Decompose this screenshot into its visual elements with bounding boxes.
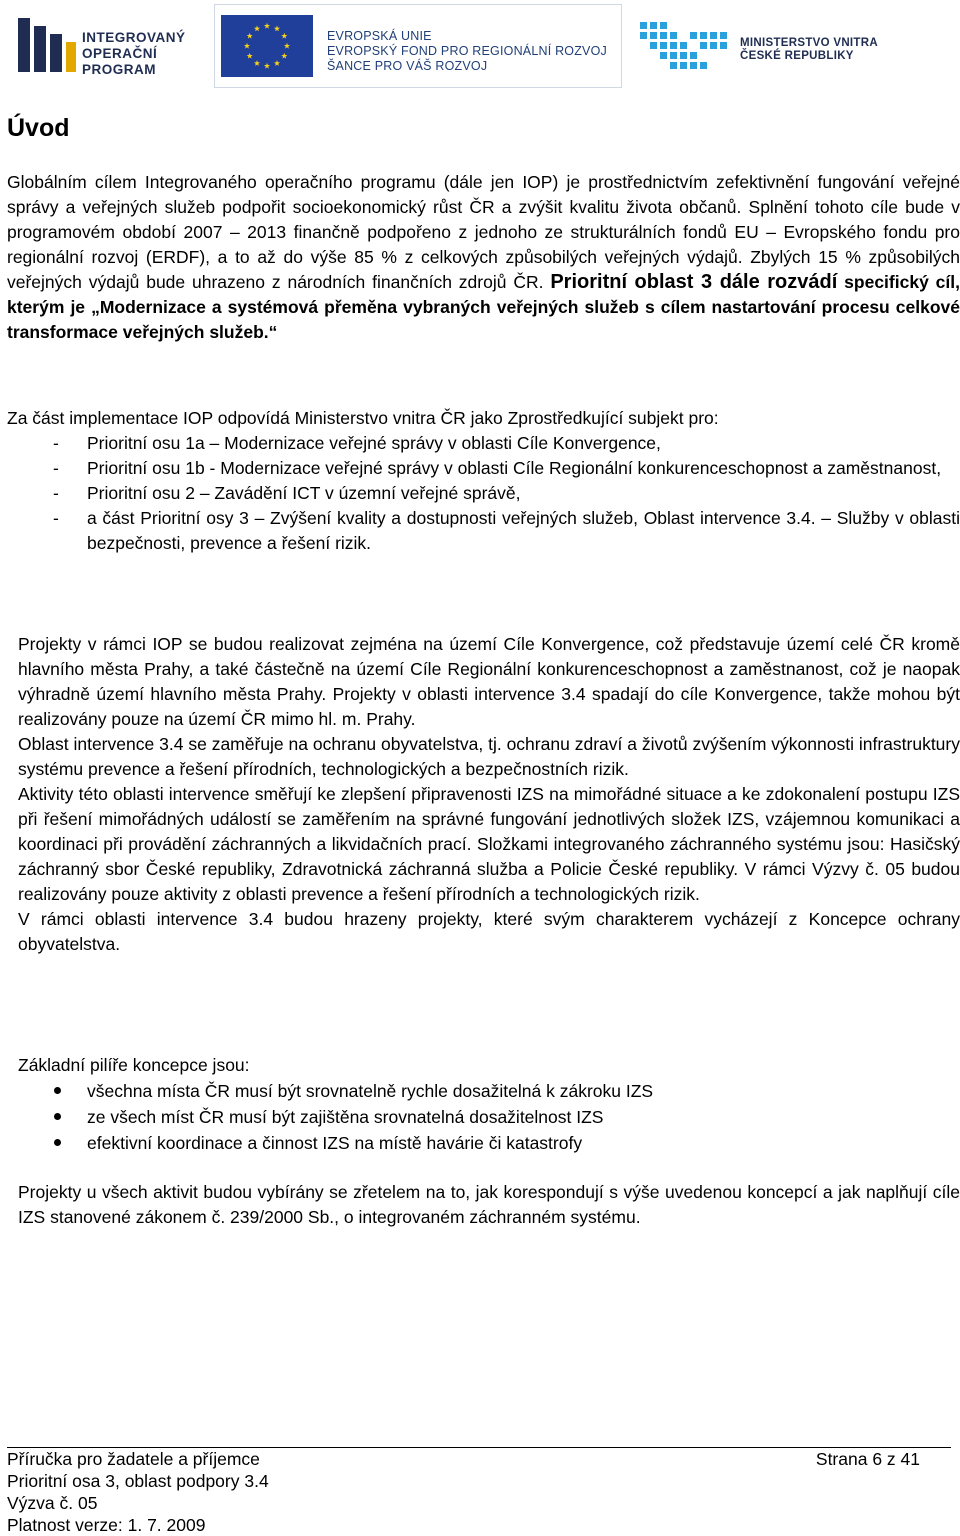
page-footer xyxy=(7,1448,951,1536)
page-header xyxy=(0,0,960,92)
eu-flag-icon xyxy=(215,5,319,87)
bullet-icon xyxy=(54,1113,61,1120)
intro-paragraph xyxy=(7,170,960,345)
list-item: - Prioritní osu 1b - Modernizace veřejné správy v oblasti Cíle Regionální konkurenceschopnost a zaměstnanost, xyxy=(53,458,942,478)
intro-bold-rest: specifický cíl, kterým je „Modernizace a systémová přeměna vybraných veřejných služeb s cílem nastartování procesu celkové transformace veřejných služeb.“ xyxy=(7,272,960,342)
list-item: efektivní koordinace a činnost IZS na místě havárie či katastrofy xyxy=(18,1130,960,1156)
intro-text: Globálním cílem Integrovaného operačního programu (dále jen IOP) je prostřednictvím zefektivnění fungování veřejné správy a veřejných služeb podpořit socioekonomický růst ČR a zvýšit kvalitu života občanů. Splnění tohoto cíle bude v programovém období 2007 – 2013 finančně podpořeno z jednoho ze strukturálních fondů EU – Evropského fondu pro regionální rozvoj (ERDF), a to až do výše 85 % z celkových způsobilých veřejných výdajů. Zbylých 15 % způsobilých veřejných výdajů bude uhrazeno z národních finančních zdrojů ČR. xyxy=(7,172,960,292)
implementation-intro: Za část implementace IOP odpovídá Ministerstvo vnitra ČR jako Zprostředkující subjekt pro: xyxy=(7,408,719,428)
projects-section xyxy=(18,632,960,957)
eu-logo xyxy=(214,4,622,88)
list-item: - Prioritní osu 2 – Zavádění ICT v územní veřejné správě, xyxy=(53,483,521,503)
bullet-icon xyxy=(54,1139,61,1146)
pillars-intro: Základní pilíře koncepce jsou: xyxy=(18,1055,250,1075)
footer-line: Platnost verze: 1. 7. 2009 xyxy=(7,1515,206,1535)
iop-logo xyxy=(4,4,198,88)
pillars-list xyxy=(18,1078,960,1156)
projects-paragraph: Aktivity této oblasti intervence směřují ke zlepšení připravenosti IZS na mimořádné situace a ke zdokonalení postupu IZS při řešení mimořádných událostí se zaměřením na správné fungování jednotlivých složek IZS, vzájemnou komunikaci a koordinaci při provádění záchranných a likvidačních prací. Složkami integrovaného záchranného systému jsou: Hasičský záchranný sbor České republiky, Zdravotnická záchranná služba a Policie České republiky. V rámci Výzvy č. 05 budou realizovány pouze aktivity z oblasti prevence a řešení přírodních a technologických rizik. xyxy=(18,784,960,904)
page-number: Strana 6 z 41 xyxy=(815,1449,920,1469)
projects-paragraph: Oblast intervence 3.4 se zaměřuje na ochranu obyvatelstva, tj. ochranu zdraví a životů zvýšením výkonnosti infrastruktury systému prevence a řešení přírodních, technologických a bezpečnostních rizik. xyxy=(18,734,960,779)
footer-line: Výzva č. 05 xyxy=(7,1493,98,1513)
projects-paragraph: Projekty v rámci IOP se budou realizovat zejména na území Cíle Konvergence, což představuje území celé ČR kromě hlavního města Prahy, a také částečně na území Cíle Regionální konkurenceschopnost a zaměstnanost, což je naopak výhradně území hlavního města Prahy. Projekty v oblasti intervence 3.4 spadají do cíle Konvergence, takže mohou být realizovány pouze na území ČR mimo hl. m. Prahy. xyxy=(18,634,960,729)
implementation-list xyxy=(7,431,960,556)
iop-logo-mark xyxy=(4,4,84,88)
list-item: - Prioritní osu 1a – Modernizace veřejné správy v oblasti Cíle Konvergence, xyxy=(53,433,661,453)
intro-bold-lead: Prioritní oblast 3 dále rozvádí xyxy=(550,271,838,293)
bullet-icon xyxy=(54,1087,61,1094)
page-title: Úvod xyxy=(7,114,70,142)
footer-line: Příručka pro žadatele a příjemce xyxy=(7,1449,260,1469)
footer-line: Prioritní osa 3, oblast podpory 3.4 xyxy=(7,1471,269,1491)
iop-logo-text: INTEGROVANÝ OPERAČNÍ PROGRAM xyxy=(82,30,186,77)
eu-logo-text: EVROPSKÁ UNIE EVROPSKÝ FOND PRO REGIONÁLNÍ ROZVOJ ŠANCE PRO VÁŠ ROZVOJ xyxy=(327,29,607,73)
projects-paragraph: V rámci oblasti intervence 3.4 budou hrazeny projekty, které svým charakterem vycházejí z Koncepce ochrany obyvatelstva. xyxy=(18,909,960,954)
mv-logo-text: MINISTERSTVO VNITRA ČESKÉ REPUBLIKY xyxy=(740,37,878,62)
mv-logo xyxy=(636,4,956,88)
mv-logo-mark xyxy=(636,4,736,88)
list-item: všechna místa ČR musí být srovnatelně rychle dosažitelná k zákroku IZS xyxy=(18,1078,960,1104)
list-item: - a část Prioritní osy 3 – Zvýšení kvality a dostupnosti veřejných služeb, Oblast intervence 3.4. – Služby v oblasti bezpečnosti, prevence a řešení rizik. xyxy=(53,508,960,553)
list-item: ze všech míst ČR musí být zajištěna srovnatelná dosažitelnost IZS xyxy=(18,1104,960,1130)
closing-paragraph: Projekty u všech aktivit budou vybírány se zřetelem na to, jak korespondují s výše uvedenou koncepcí a jak naplňují cíle IZS stanovené zákonem č. 239/2000 Sb., o integrovaném záchranném systému. xyxy=(18,1182,960,1227)
